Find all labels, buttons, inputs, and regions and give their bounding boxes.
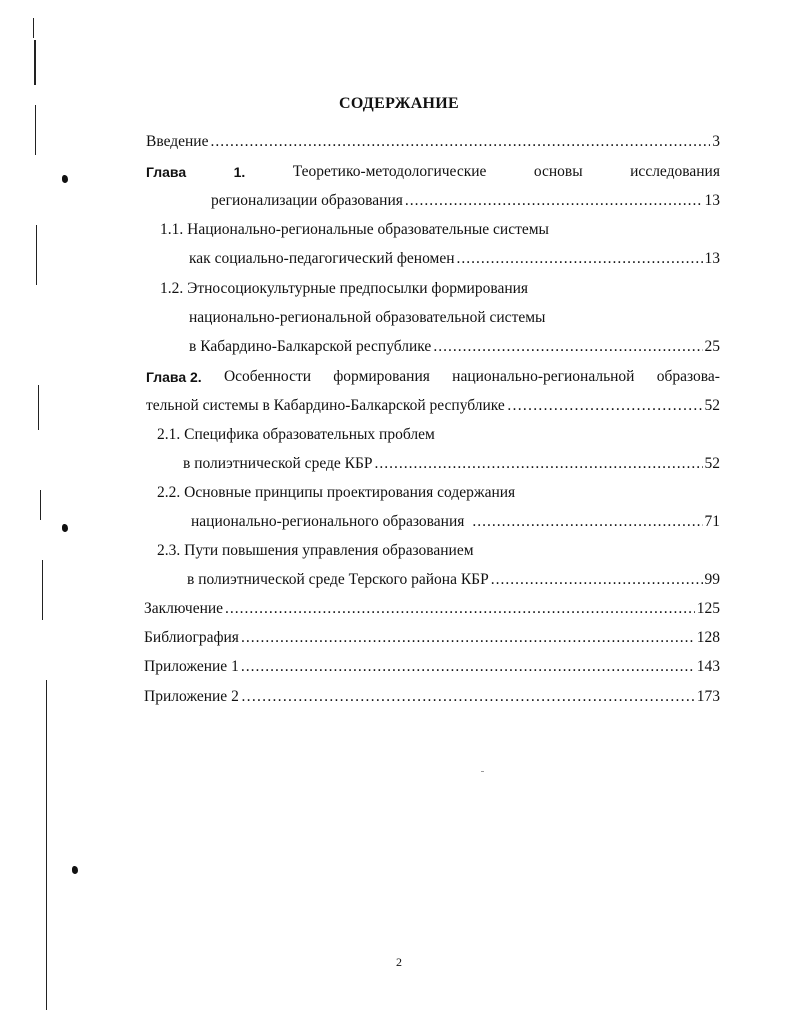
toc-entry-label: в полиэтнической среде Терского района КБР (187, 571, 489, 588)
dot-leader (491, 569, 703, 591)
dot-leader (457, 248, 703, 270)
toc-entry-label: как социально-педагогический феномен (189, 250, 455, 267)
toc-entry-label: Приложение 1 (144, 658, 239, 675)
chapter-number: 2. (190, 369, 202, 385)
toc-entry-bibliography (144, 627, 720, 649)
toc-entry-section-2-3-line1 (157, 540, 474, 562)
dot-leader (241, 686, 695, 708)
scan-edge-mark (36, 225, 37, 285)
chapter-prefix: Глава (146, 369, 187, 385)
page-title: СОДЕРЖАНИЕ (338, 95, 460, 112)
scan-edge-mark (40, 490, 41, 520)
toc-entry-conclusion (144, 598, 720, 620)
scan-edge-mark (38, 385, 39, 430)
dot-leader (507, 395, 703, 417)
toc-page-number: 13 (704, 192, 720, 209)
toc-entry-chapter2-line2 (146, 395, 720, 417)
dot-leader (241, 656, 695, 678)
scan-edge-mark (34, 40, 36, 85)
chapter-title-word: образова- (656, 368, 720, 385)
toc-entry-label: 2.3. Пути повышения управления образованием (157, 542, 474, 559)
dot-leader (241, 627, 695, 649)
toc-entry-section-2-2-line1 (157, 482, 515, 504)
toc-entry-label: 2.1. Специфика образовательных проблем (157, 426, 435, 443)
toc-entry-appendix1 (144, 656, 720, 678)
toc-entry-section-2-2-line2 (191, 511, 720, 533)
toc-entry-chapter1-line1 (146, 161, 720, 183)
dot-leader (210, 131, 710, 153)
toc-page-number: 143 (696, 658, 720, 675)
toc-entry-section-1-2-line3 (189, 336, 720, 358)
toc-entry-label: 2.2. Основные принципы проектирования содержания (157, 484, 516, 501)
chapter-number: 1. (233, 164, 246, 180)
binder-hole-mark (62, 524, 68, 532)
chapter-title-word: Теоретико-методологические (292, 163, 487, 180)
dot-leader (472, 511, 702, 533)
toc-page-number: 52 (704, 397, 720, 414)
toc-entry-label: 1.1. Национально-региональные образовательные системы (160, 221, 549, 238)
toc-entry-label: 1.2. Этносоциокультурные предпосылки формирования (160, 280, 529, 297)
chapter-title-word: формирования (333, 368, 430, 385)
scan-edge-mark (33, 18, 34, 38)
toc-page-number: 128 (696, 629, 720, 646)
toc-entry-label: тельной системы в Кабардино-Балкарской республике (146, 397, 505, 414)
toc-entry-section-2-1-line2 (183, 453, 720, 475)
toc-page-number: 3 (712, 133, 720, 150)
toc-entry-label: национально-регионального образования (191, 513, 465, 530)
dot-leader (405, 190, 703, 212)
toc-entry-label: регионализации образования (211, 192, 403, 209)
toc-entry-chapter2-line1 (146, 366, 720, 388)
toc-entry-appendix2 (144, 686, 720, 708)
dot-leader (433, 336, 702, 358)
toc-entry-section-1-2-line1 (160, 278, 528, 300)
toc-page-number: 25 (704, 338, 720, 355)
toc-entry-label: национально-региональной образовательной системы (189, 309, 546, 326)
toc-entry-label: в Кабардино-Балкарской республике (189, 338, 432, 355)
toc-page-number: 99 (704, 571, 720, 588)
toc-entry-chapter1-line2 (211, 190, 720, 212)
chapter-title-word: Особенности (223, 368, 312, 385)
toc-entry-label: Приложение 2 (144, 688, 239, 705)
toc-entry-label: в полиэтнической среде КБР (183, 455, 373, 472)
page-number: 2 (396, 955, 402, 969)
toc-entry-section-2-1-line1 (157, 424, 435, 446)
toc-entry-label: Введение (146, 133, 209, 150)
toc-page-number: 13 (704, 250, 720, 267)
dot-leader (375, 453, 703, 475)
scan-speck (481, 771, 484, 772)
chapter-title-word: национально-региональной (452, 368, 635, 385)
chapter-prefix: Глава (146, 164, 187, 180)
toc-entry-intro (146, 131, 720, 153)
toc-entry-label: Библиография (144, 629, 239, 646)
chapter-title-word: исследования (630, 163, 720, 180)
toc-page-number: 173 (696, 688, 720, 705)
toc-entry-section-1-1-line2 (189, 248, 720, 270)
binder-hole-mark (72, 866, 78, 874)
toc-page-number: 125 (696, 600, 720, 617)
chapter-title-word: основы (533, 163, 583, 180)
toc-page-number: 52 (704, 455, 720, 472)
toc-entry-section-1-1-line1 (160, 219, 549, 241)
dot-leader (225, 598, 695, 620)
toc-entry-section-2-3-line2 (187, 569, 720, 591)
toc-page-number: 71 (704, 513, 720, 530)
scan-edge-mark (42, 560, 43, 620)
toc-entry-section-1-2-line2 (189, 307, 545, 329)
binder-hole-mark (62, 175, 68, 183)
toc-entry-label: Заключение (144, 600, 224, 617)
